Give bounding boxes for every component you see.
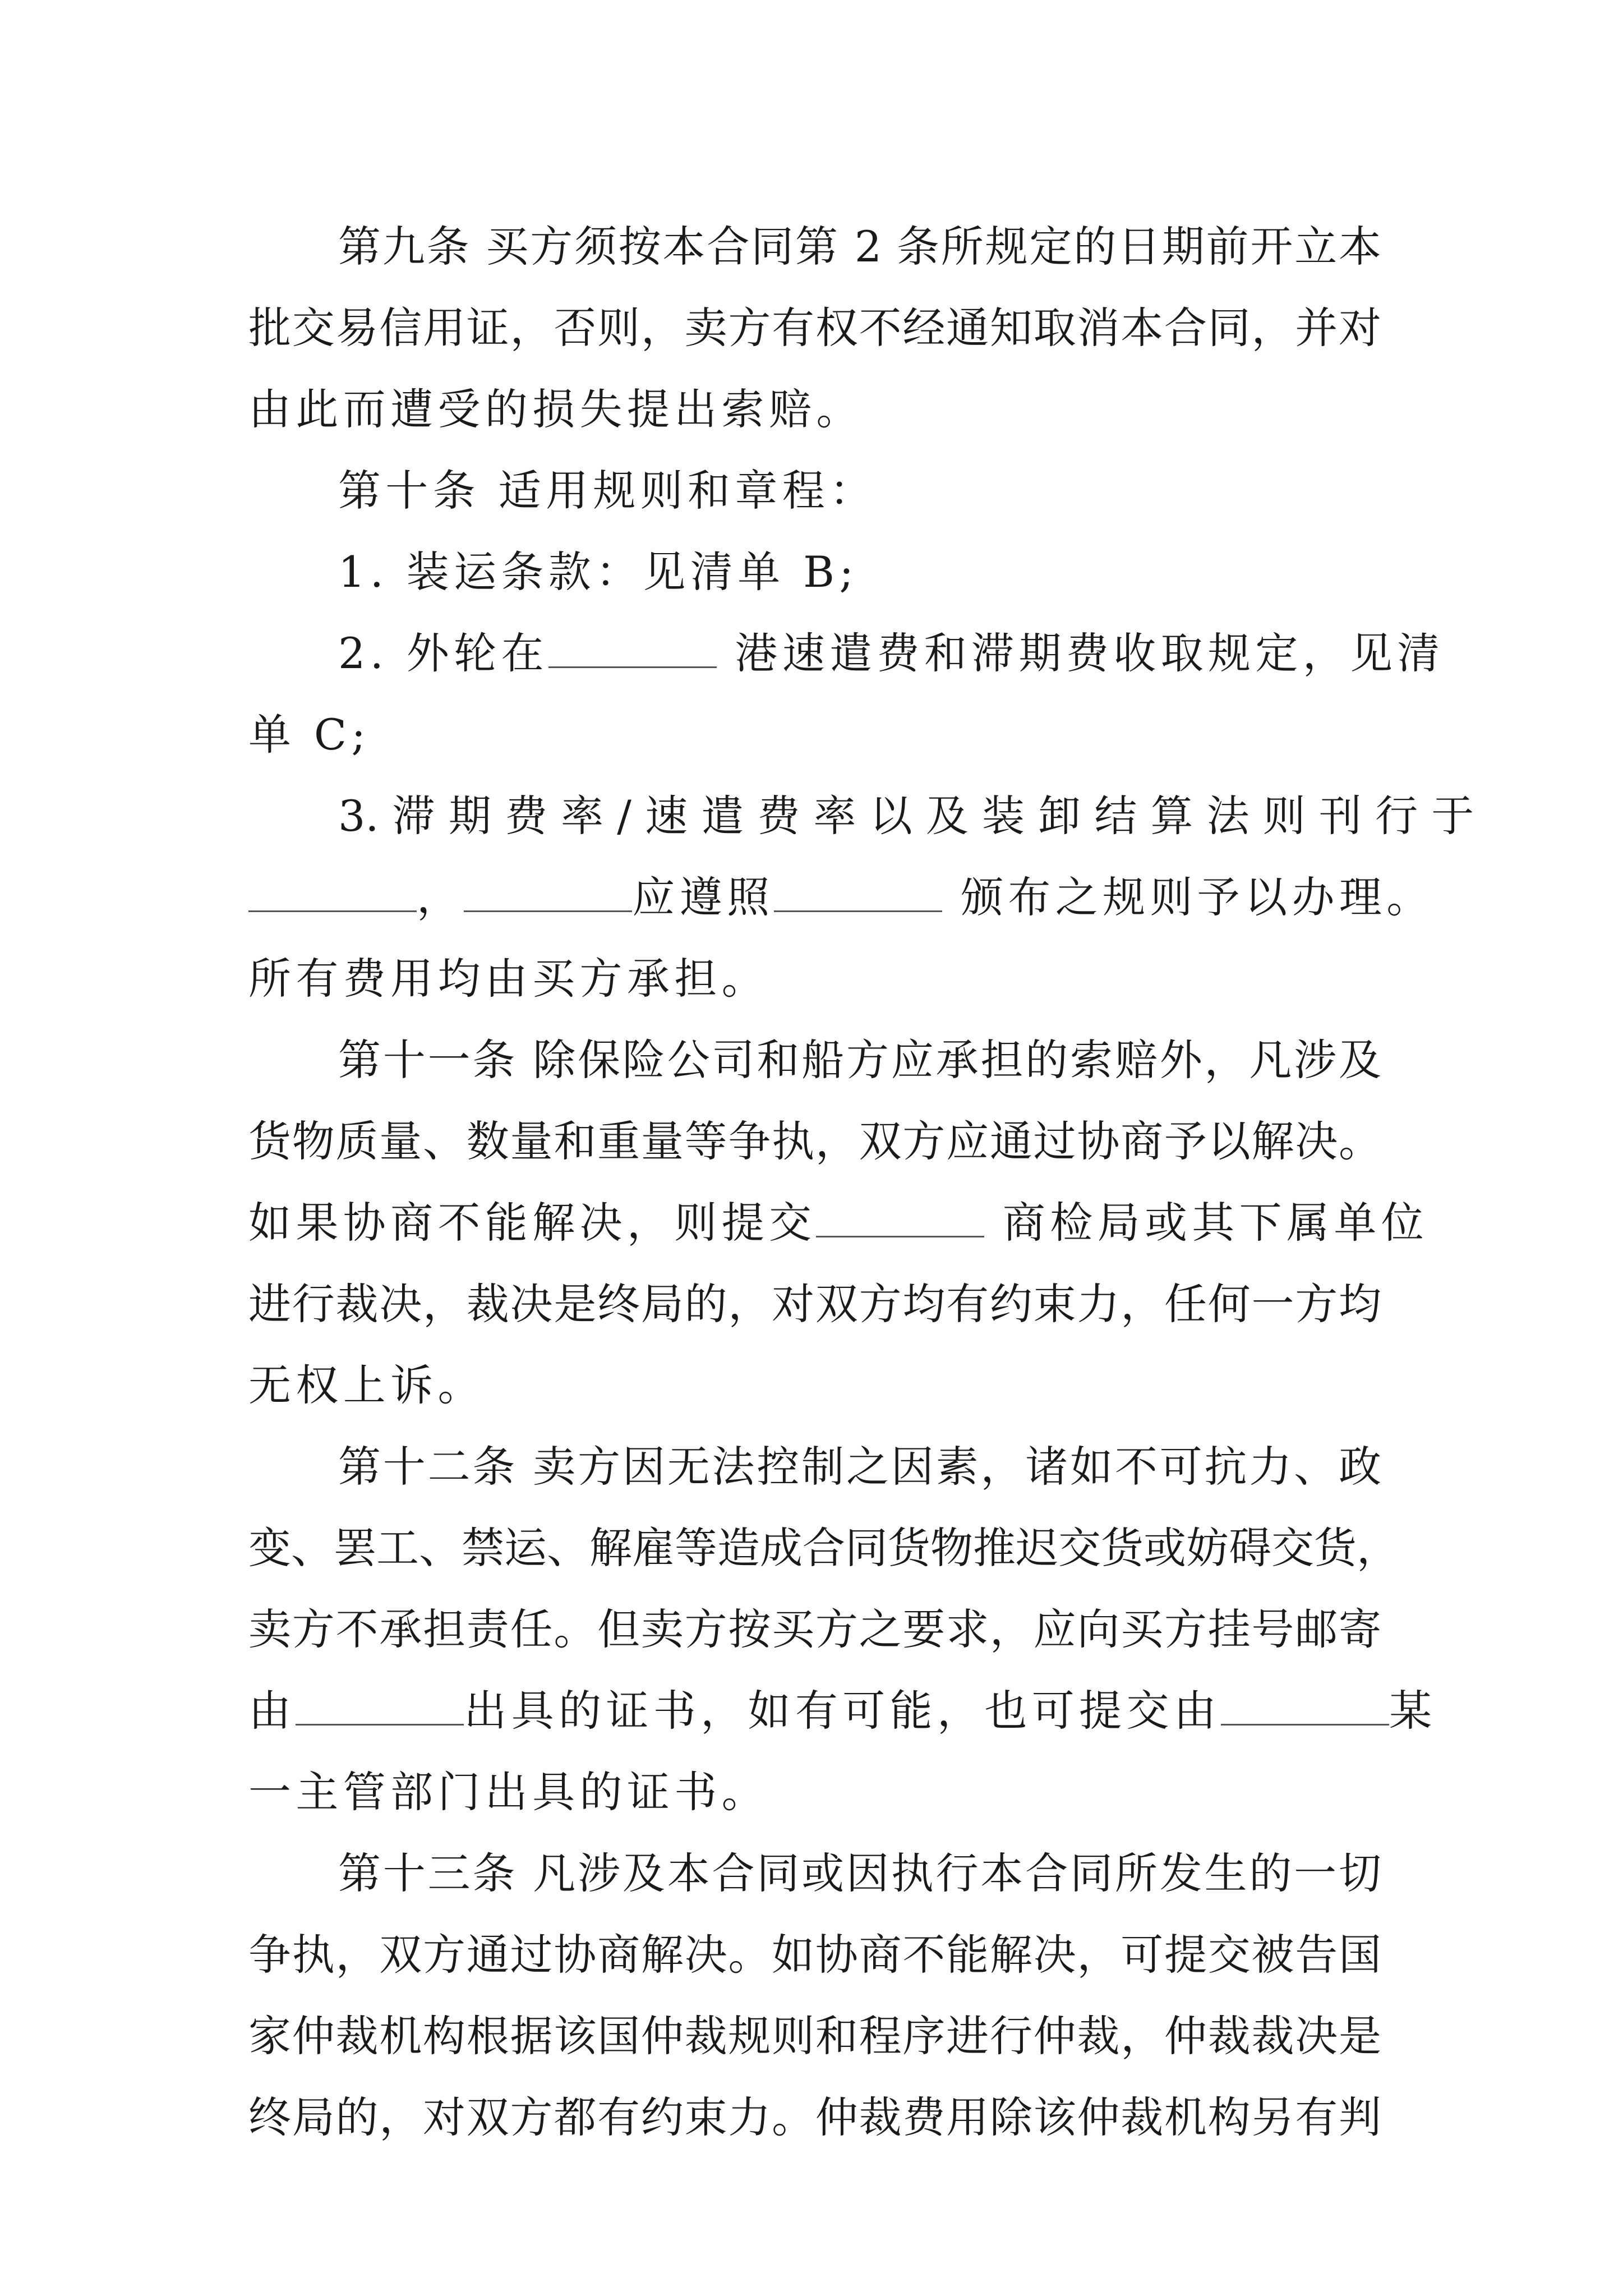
article-11-line-5: 无权上诉。	[248, 1360, 485, 1410]
article-12-line-1: 第十二条 卖方因无法控制之因素，诸如不可抗力、政	[338, 1442, 1381, 1492]
article-10-item-2-line-2: 单 C;	[248, 710, 371, 760]
article-9-line-2: 批交易信用证，否则，卖方有权不经通知取消本合同，并对	[248, 303, 1381, 353]
rules-text: 颁布之规则予以办理。	[961, 872, 1434, 922]
article-12-line-3: 卖方不承担责任。但卖方按买方之要求，应向买方挂号邮寄	[248, 1604, 1381, 1654]
comma: ，	[417, 872, 464, 922]
from-text: 由	[248, 1686, 296, 1736]
article-11-line-1: 第十一条 除保险公司和船方应承担的索赔外，凡涉及	[338, 1035, 1381, 1085]
article-10-item-3-line-1: 3. 滞 期 费 率 / 速 遣 费 率 以 及 装 卸 结 算 法 则 刊 行 于	[338, 791, 1474, 841]
article-9-line-1: 第九条 买方须按本合同第 2 条所规定的日期前开立本	[338, 222, 1381, 272]
authority-blank[interactable]	[774, 866, 942, 912]
inspection-bureau-blank[interactable]	[816, 1191, 984, 1237]
certificate-text: 出具的证书，如有可能，也可提交由	[464, 1686, 1221, 1736]
item-2-prefix: 2. 外轮在	[338, 628, 548, 678]
some-text: 某	[1389, 1686, 1437, 1736]
article-10-item-2-line-1	[338, 620, 1445, 687]
bureau-text: 商检局或其下属单位	[1002, 1198, 1429, 1248]
issuer-blank[interactable]	[296, 1679, 464, 1726]
article-11-line-3	[248, 1189, 1428, 1257]
article-12-line-5: 一主管部门出具的证书。	[248, 1767, 769, 1817]
article-13-line-4: 终局的，对双方都有约束力。仲裁费用除该仲裁机构另有判	[248, 2092, 1381, 2142]
article-10-heading: 第十条 适用规则和章程：	[338, 466, 877, 516]
department-blank[interactable]	[1221, 1679, 1389, 1726]
article-11-line-4: 进行裁决，裁决是终局的，对双方均有约束力，任何一方均	[248, 1279, 1381, 1329]
party-blank[interactable]	[464, 866, 632, 912]
comply-text: 应遵照	[632, 872, 774, 922]
article-12-line-4	[248, 1677, 1437, 1745]
article-11-line-2: 货物质量、数量和重量等争执，双方应通过协商予以解决。	[248, 1116, 1381, 1166]
article-10-item-3-line-2	[248, 864, 1434, 931]
article-10-item-1: 1. 装运条款：见清单 B;	[338, 547, 859, 597]
port-blank[interactable]	[548, 622, 717, 668]
publication-blank[interactable]	[248, 866, 417, 912]
article-13-line-3: 家仲裁机构根据该国仲裁规则和程序进行仲裁，仲裁裁决是	[248, 2011, 1381, 2061]
article-9-line-3: 由此而遭受的损失提出索赔。	[248, 384, 864, 434]
article-13-line-2: 争执，双方通过协商解决。如协商不能解决，可提交被告国	[248, 1930, 1381, 1980]
article-13-line-1: 第十三条 凡涉及本合同或因执行本合同所发生的一切	[338, 1848, 1381, 1898]
article-10-item-3-line-3: 所有费用均由买方承担。	[248, 954, 769, 1004]
submit-text: 如果协商不能解决，则提交	[248, 1198, 817, 1248]
article-12-line-2: 变、罢工、禁运、解雇等造成合同货物推迟交货或妨碍交货，	[248, 1523, 1399, 1573]
item-2-suffix: 港速遣费和滞期费收取规定，见清	[735, 628, 1445, 678]
